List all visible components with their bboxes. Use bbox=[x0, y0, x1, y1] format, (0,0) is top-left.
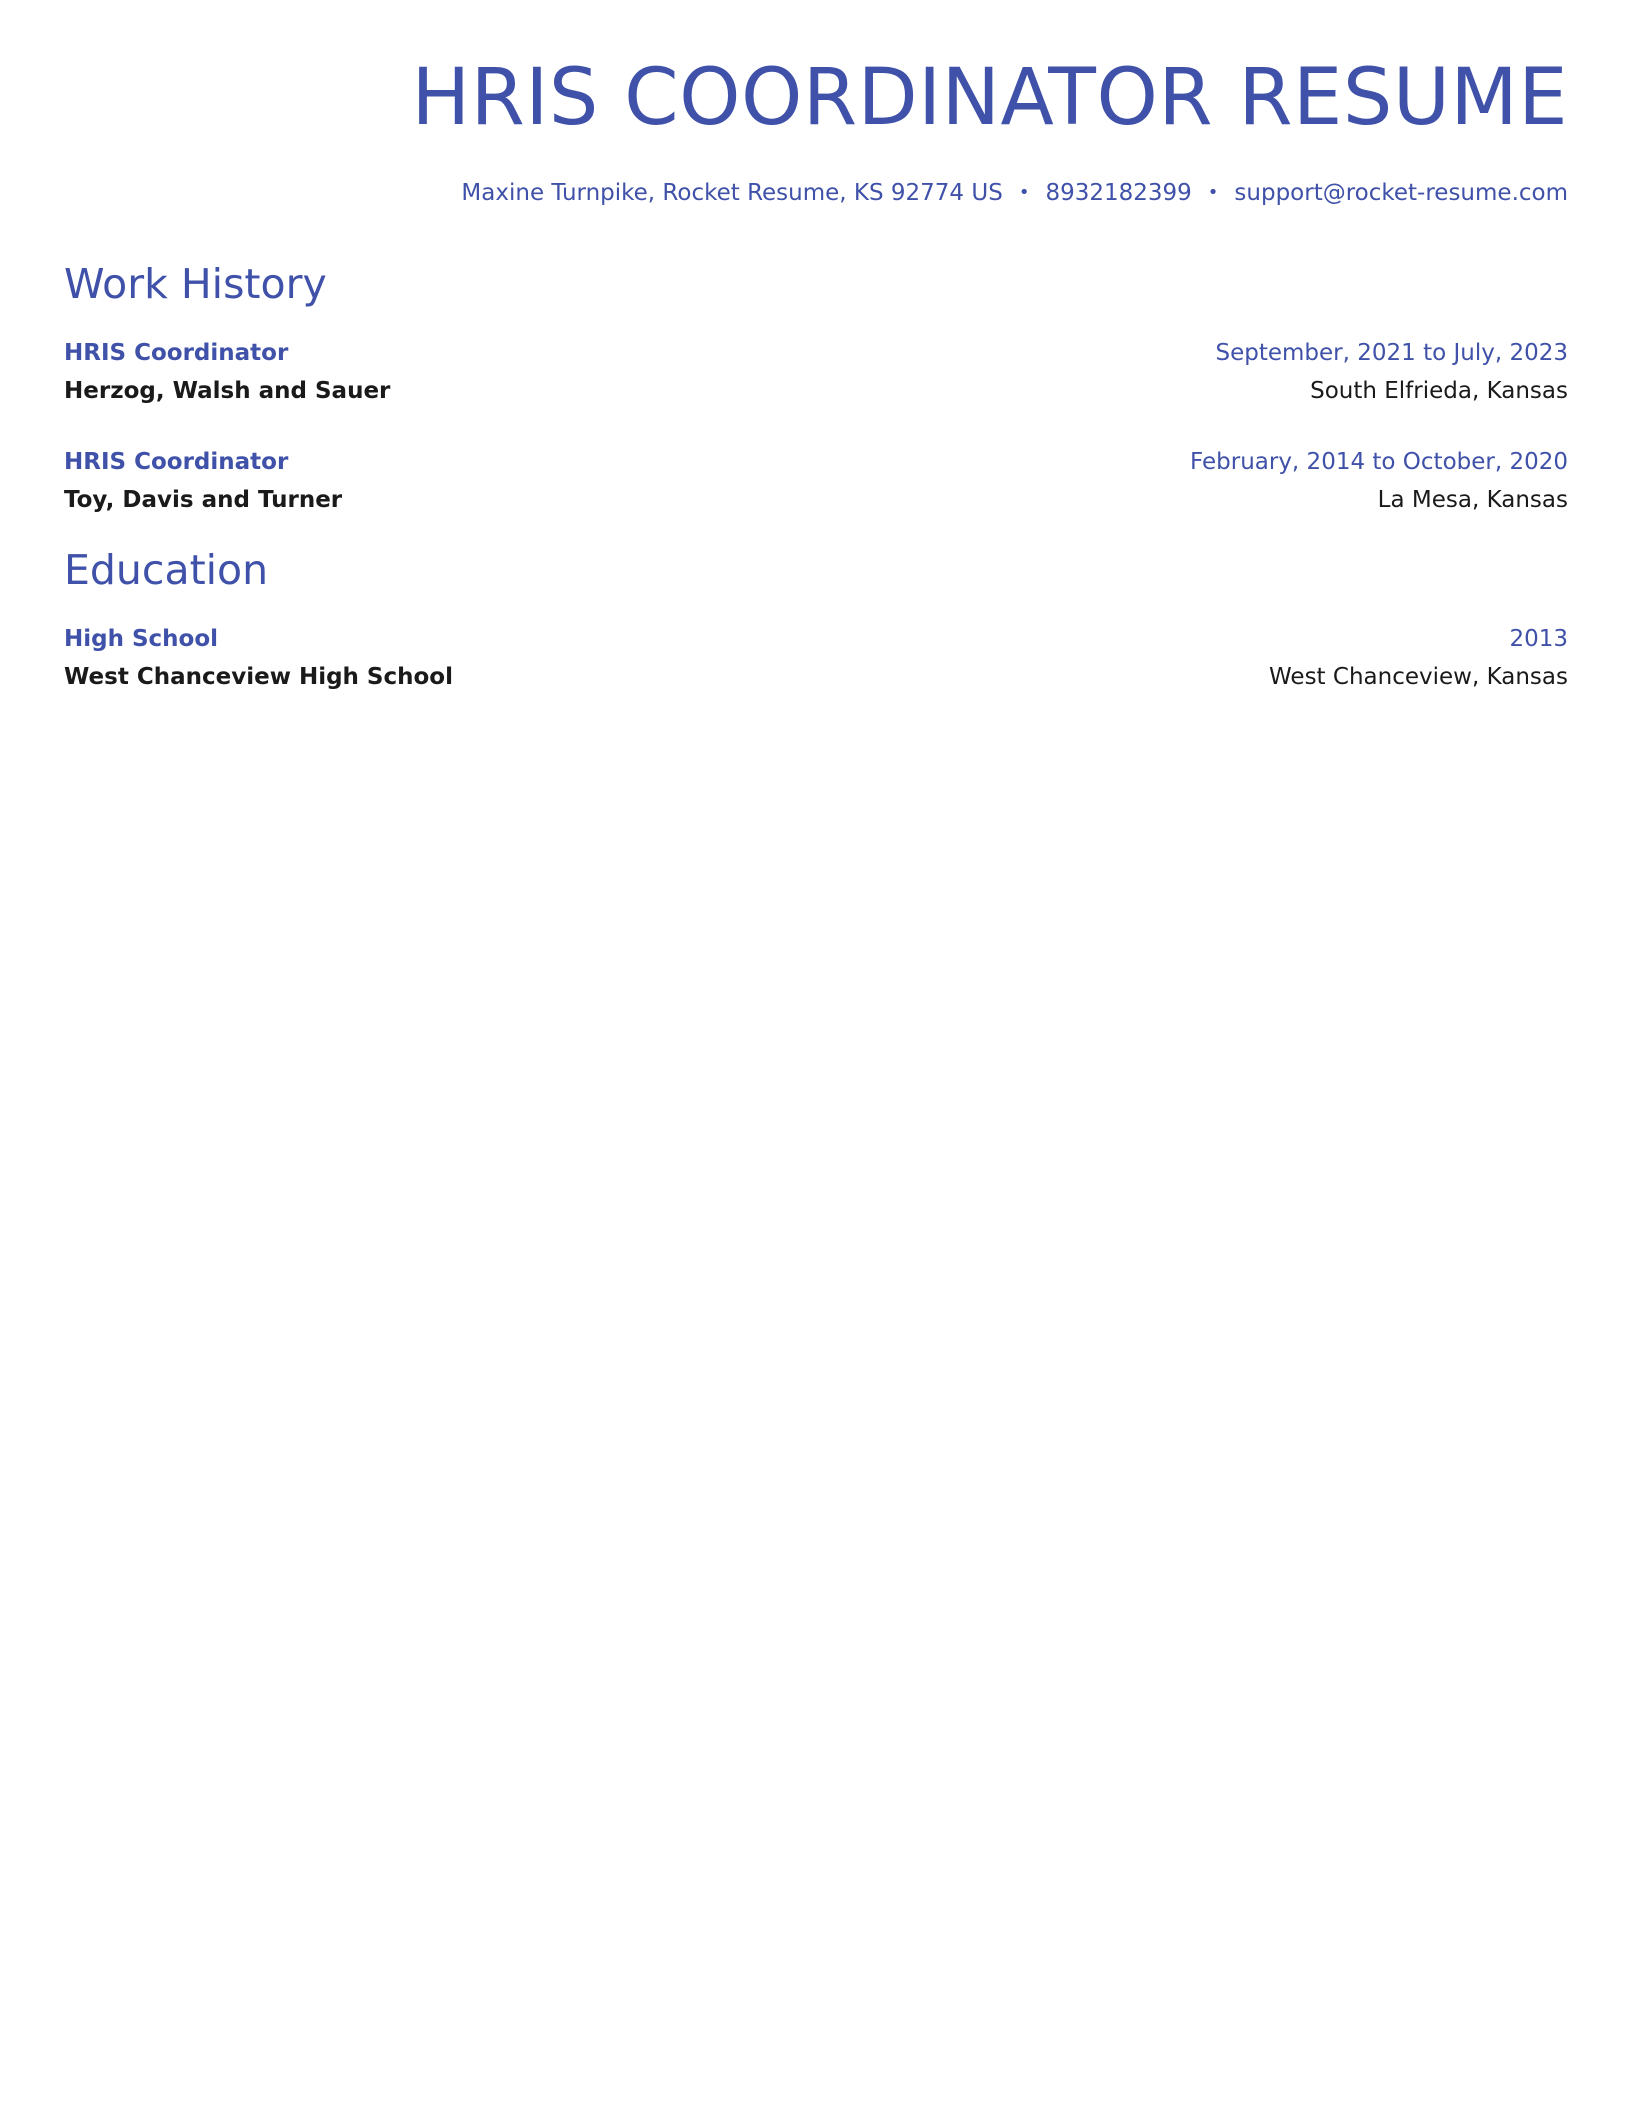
contact-email: support@rocket-resume.com bbox=[1234, 180, 1568, 206]
job-location: South Elfrieda, Kansas bbox=[1310, 378, 1568, 404]
work-entry bbox=[64, 334, 1568, 410]
education-entry-top-row bbox=[64, 620, 1568, 658]
job-dates: February, 2014 to October, 2020 bbox=[1190, 449, 1568, 475]
job-location: La Mesa, Kansas bbox=[1377, 487, 1568, 513]
contact-separator: • bbox=[1207, 182, 1219, 203]
work-entry-top-row bbox=[64, 334, 1568, 372]
contact-phone: 8932182399 bbox=[1045, 180, 1192, 206]
work-history-heading: Work History bbox=[64, 260, 327, 308]
work-entry-bottom-row bbox=[64, 372, 1568, 410]
contact-address: Maxine Turnpike, Rocket Resume, KS 92774 US bbox=[461, 180, 1003, 206]
education-entry-bottom-row bbox=[64, 658, 1568, 696]
work-entry-bottom-row bbox=[64, 481, 1568, 519]
company-name: Toy, Davis and Turner bbox=[64, 487, 343, 513]
degree: High School bbox=[64, 626, 219, 652]
company-name: Herzog, Walsh and Sauer bbox=[64, 378, 391, 404]
school-name: West Chanceview High School bbox=[64, 664, 453, 690]
work-entry bbox=[64, 443, 1568, 519]
resume-title: HRIS COORDINATOR RESUME bbox=[411, 53, 1568, 143]
job-dates: September, 2021 to July, 2023 bbox=[1215, 340, 1568, 366]
graduation-year: 2013 bbox=[1509, 626, 1568, 652]
education-heading: Education bbox=[64, 546, 269, 594]
contact-separator: • bbox=[1018, 182, 1030, 203]
education-entry bbox=[64, 620, 1568, 696]
work-entry-top-row bbox=[64, 443, 1568, 481]
school-location: West Chanceview, Kansas bbox=[1269, 664, 1568, 690]
job-title: HRIS Coordinator bbox=[64, 340, 289, 366]
contact-line bbox=[461, 180, 1568, 208]
job-title: HRIS Coordinator bbox=[64, 449, 289, 475]
